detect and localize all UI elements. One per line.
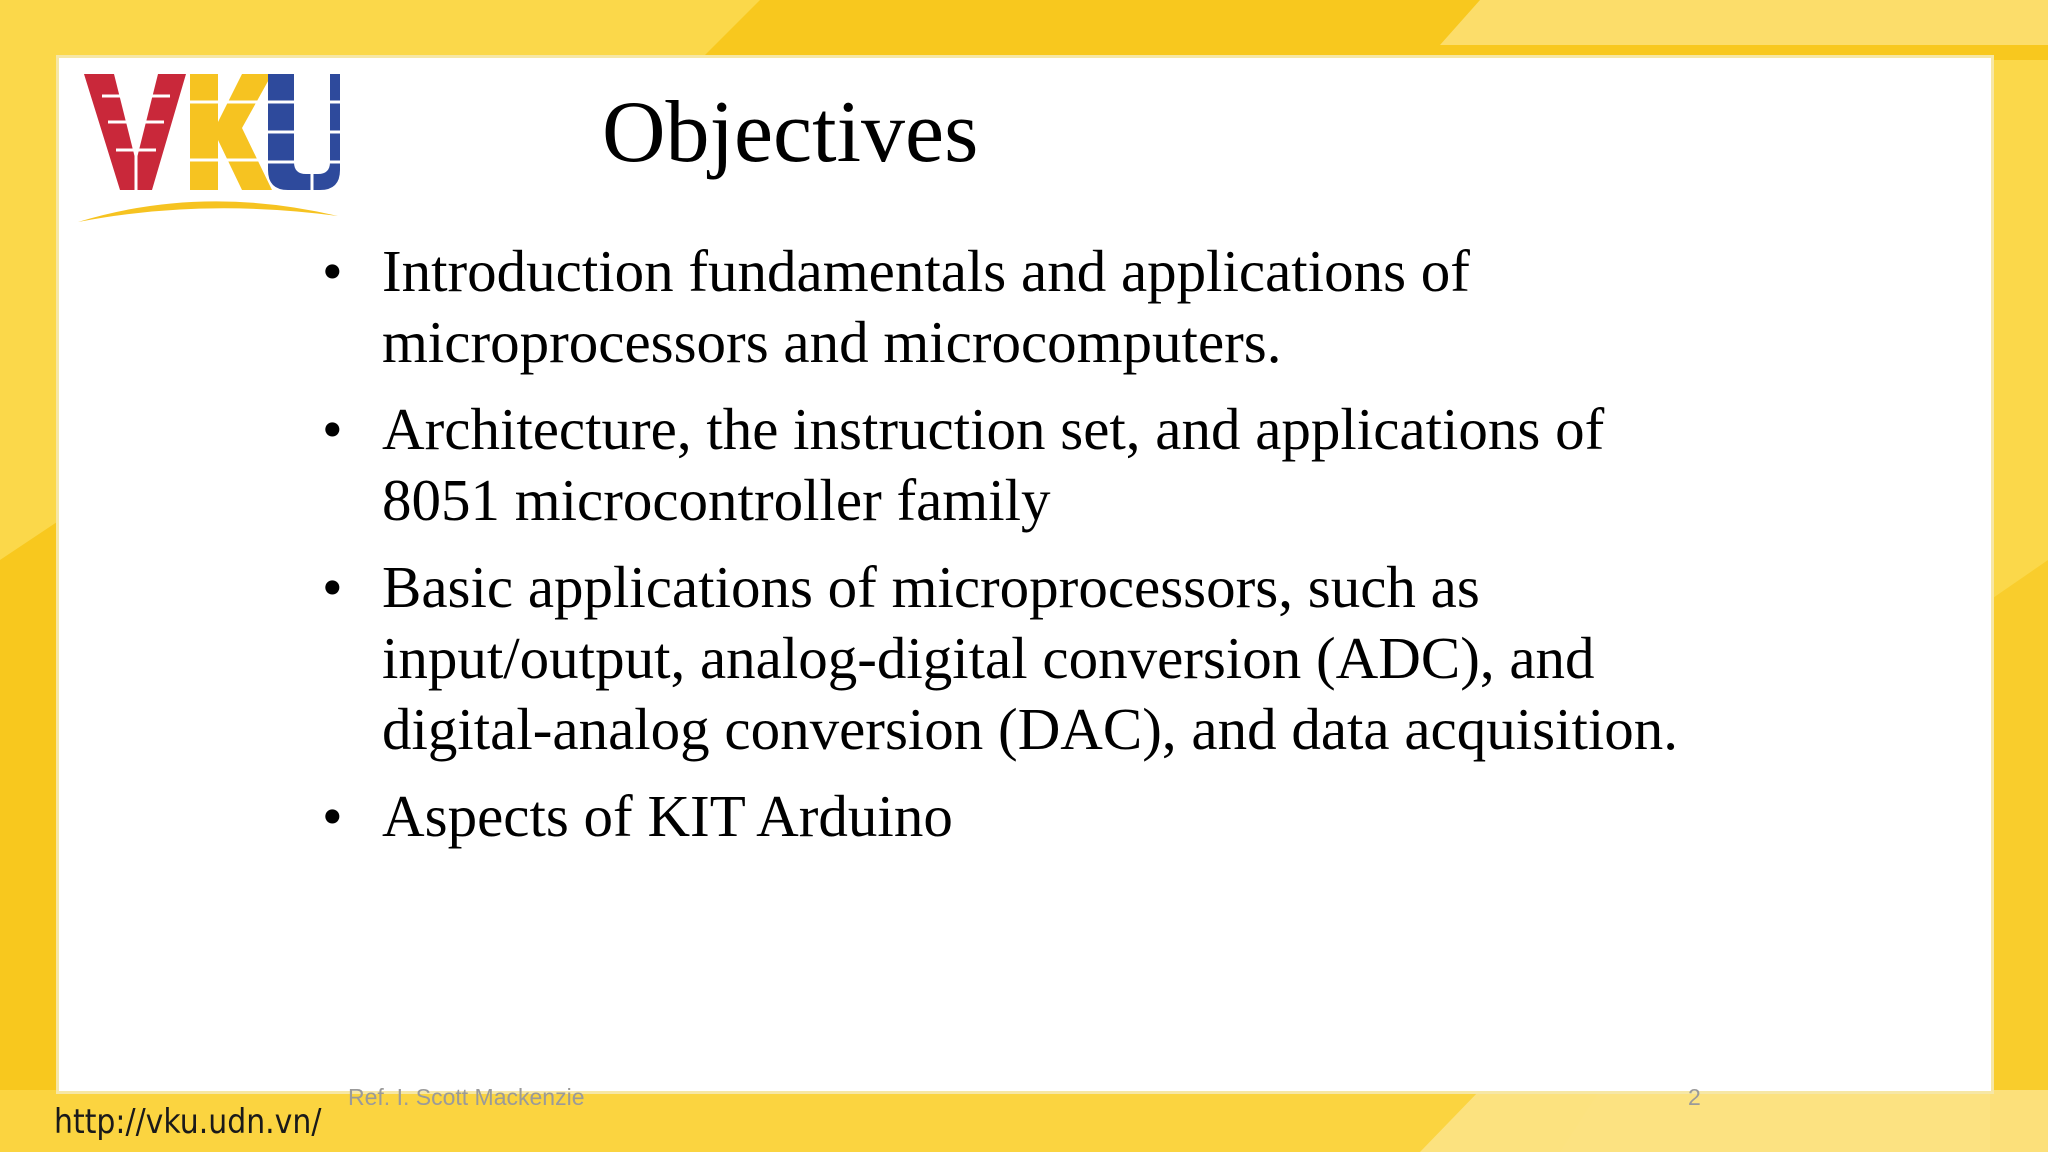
list-item-text: Basic applications of microprocessors, such as input/output, analog-digital conversion (ADC), and digital-analog conversion (DAC), and data acquisition.: [382, 554, 1679, 762]
list-item: [318, 552, 1698, 765]
slide-title: Objectives: [602, 84, 979, 181]
website-url[interactable]: http://vku.udn.vn/: [54, 1102, 322, 1142]
bullet-icon: •: [322, 554, 343, 620]
list-item-text: Aspects of KIT Arduino: [382, 783, 953, 849]
objectives-list: [318, 236, 1698, 868]
reference-footer: Ref. I. Scott Mackenzie: [348, 1084, 585, 1110]
list-item: [318, 781, 1698, 852]
bullet-icon: •: [322, 238, 343, 304]
bullet-icon: •: [322, 783, 343, 849]
list-item-text: Architecture, the instruction set, and applications of 8051 microcontroller family: [382, 396, 1605, 533]
list-item: [318, 236, 1698, 378]
list-item: [318, 394, 1698, 536]
list-item-text: Introduction fundamentals and applications of microprocessors and microcomputers.: [382, 238, 1470, 375]
page-number: 2: [1688, 1084, 1701, 1110]
vku-logo-icon: [72, 66, 342, 226]
bullet-icon: •: [322, 396, 343, 462]
